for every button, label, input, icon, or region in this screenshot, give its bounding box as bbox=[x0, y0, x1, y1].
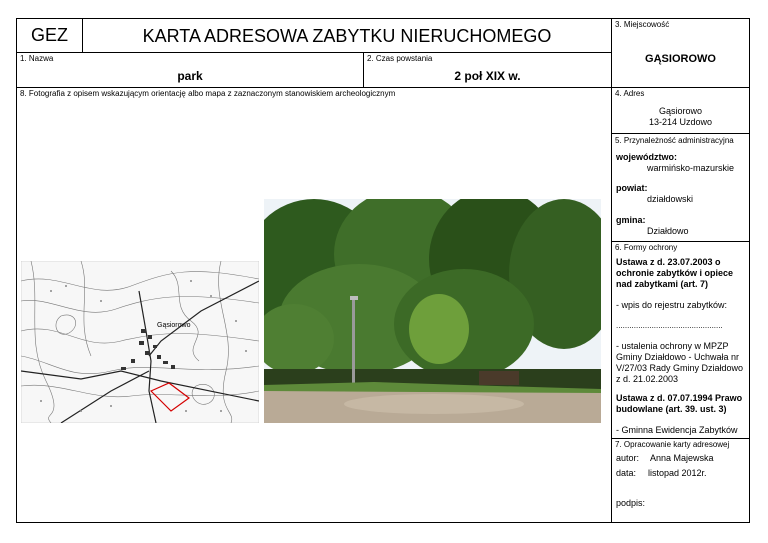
wojewodztwo-value: warmińsko-mazurskie bbox=[647, 163, 735, 173]
data-label: data: bbox=[616, 468, 637, 478]
nazwa-label: 1. Nazwa bbox=[20, 54, 54, 63]
czas-value: 2 poł XIX w. bbox=[454, 69, 521, 83]
gmina-label: gmina: bbox=[616, 215, 646, 225]
powiat-label: powiat: bbox=[616, 183, 648, 193]
czas-label: 2. Czas powstania bbox=[367, 54, 433, 63]
mpzp-text: - ustalenia ochrony w MPZP Gminy Działdowo - Uchwała nr V/27/03 Rady Gminy Działdowo z d. 21.02.2003 bbox=[616, 341, 744, 384]
gmina-value: Działdowo bbox=[647, 226, 689, 236]
adres-line-1: Gąsiorowo bbox=[658, 106, 703, 116]
powiat-value: działdowski bbox=[647, 194, 694, 204]
admin-label: 5. Przynależność administracyjna bbox=[615, 136, 734, 145]
czas-cell bbox=[363, 52, 612, 88]
wojewodztwo-label: województwo: bbox=[616, 152, 677, 162]
data-value: listopad 2012r. bbox=[648, 468, 707, 478]
miejscowosc-cell bbox=[611, 18, 750, 88]
location-map bbox=[21, 261, 259, 423]
law-zabytki: Ustawa z d. 23.07.2003 o ochronie zabytków i opiece nad zabytkami (art. 7) bbox=[616, 257, 734, 289]
map-place-label: Gąsiorowo bbox=[157, 322, 191, 329]
page-title: KARTA ADRESOWA ZABYTKU NIERUCHOMEGO bbox=[142, 26, 552, 46]
opracowanie-label: 7. Opracowanie karty adresowej bbox=[615, 440, 730, 449]
opracowanie-cell bbox=[611, 438, 750, 523]
miejscowosc-label: 3. Miejscowość bbox=[615, 20, 670, 29]
park-photo bbox=[264, 199, 601, 423]
adres-label: 4. Adres bbox=[615, 89, 645, 98]
autor-value: Anna Majewska bbox=[650, 453, 714, 463]
gminna-ewidencja: - Gminna Ewidencja Zabytków bbox=[616, 425, 738, 435]
nazwa-value: park bbox=[177, 69, 203, 83]
miejscowosc-value: GĄSIOROWO bbox=[645, 53, 716, 65]
title-cell bbox=[82, 18, 612, 53]
gez-cell bbox=[16, 18, 83, 53]
adres-cell bbox=[611, 87, 750, 134]
rejestr-zabytkow: - wpis do rejestru zabytków: bbox=[616, 300, 728, 310]
photo-cell bbox=[16, 87, 612, 523]
rejestr-dots: ................................................ bbox=[616, 321, 723, 330]
nazwa-cell bbox=[16, 52, 364, 88]
podpis-label: podpis: bbox=[616, 498, 646, 508]
photo-label: 8. Fotografia z opisem wskazującym orientację albo mapa z zaznaczonym stanowiskiem archeologicznym bbox=[20, 89, 396, 98]
gez-code: GEZ bbox=[30, 25, 68, 45]
adres-line-2: 13-214 Uzdowo bbox=[648, 117, 713, 127]
law-budowlane: Ustawa z d. 07.07.1994 Prawo budowlane (art. 39. ust. 3) bbox=[616, 393, 743, 414]
admin-cell bbox=[611, 133, 750, 242]
ochrona-cell bbox=[611, 241, 750, 439]
ochrona-label: 6. Formy ochrony bbox=[615, 243, 678, 252]
autor-label: autor: bbox=[616, 453, 640, 463]
